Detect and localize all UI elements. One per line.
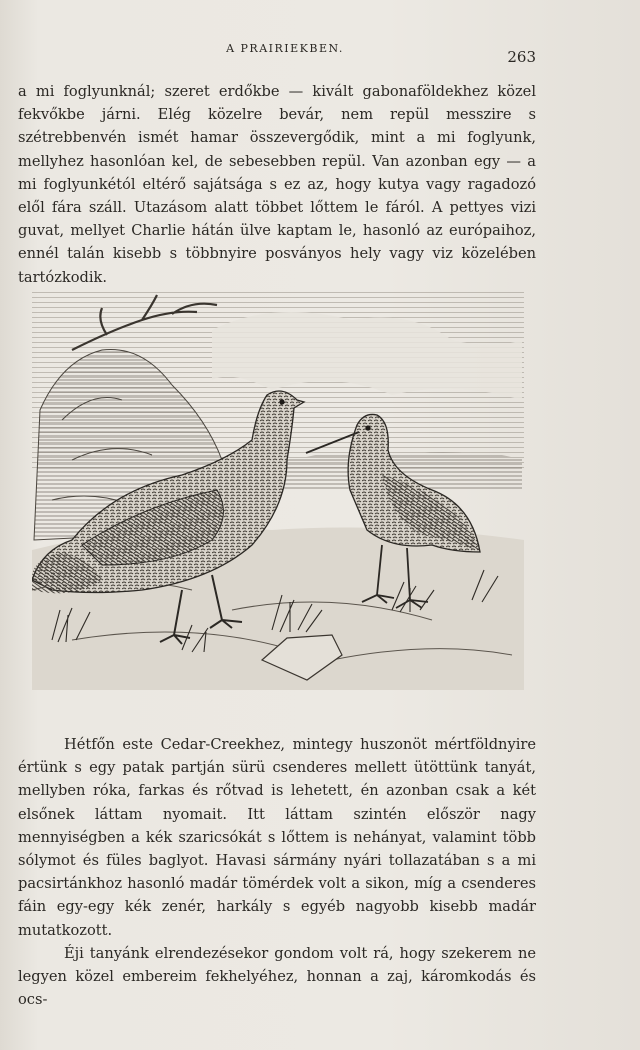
bottom-text-block (18, 733, 536, 1011)
paragraph-3: Éji tanyánk elrendezésekor gondom volt rá, hogy szekerem ne legyen közel embereim fekhelyéhez, honnan a zaj, káromkodás és ocs- (18, 944, 536, 1009)
page-number: 263 (507, 48, 536, 66)
engraving-illustration (32, 290, 524, 690)
running-title: A PRAIRIEKBEN. (226, 42, 344, 55)
birds-engraving (32, 290, 524, 690)
top-text-block (18, 80, 536, 289)
paragraph-1: a mi foglyunknál; szeret erdőkbe — kivált gabonaföldekhez közel fekvőkbe járni. Elég közelre bevár, nem repül messzire s szétrebbenvén ismét hamar összevergődik, mint a mi foglyunk, mellyhez hasonlóan kel, de sebesebben repül. Van azonban egy — a mi foglyunkétól eltérő sajátsága s ez az, hogy kutya vagy ragadozó elől fára száll. Utazásom alatt többet lőttem le fáról. A pettyes vizi guvat, mellyet Charlie hátán ülve kaptam le, hasonló az európaihoz, ennél talán kisebb s többnyire posványos hely vagy viz közelében tartózkodik. (18, 83, 536, 286)
paragraph-2: Hétfőn este Cedar-Creekhez, mintegy huszonöt mértföldnyire értünk s egy patak partján sürü csenderes mellett ütöttünk tanyát, mellyben róka, farkas és rőtvad is lehetett, én azonban csak a két elsőnek láttam nyomait. Itt láttam szintén először nagy mennyiségben a kék szaricsókát s lőttem is nehányat, valamint több sólymot és füles baglyot. Havasi sármány nyári tollazatában s a mi pacsirtánkhoz hasonló madár tömérdek volt a sikon, míg a csenderes fáin egy-egy kék zenér, harkály s egyéb nagyobb kisebb madár mutatkozott. (18, 736, 536, 939)
